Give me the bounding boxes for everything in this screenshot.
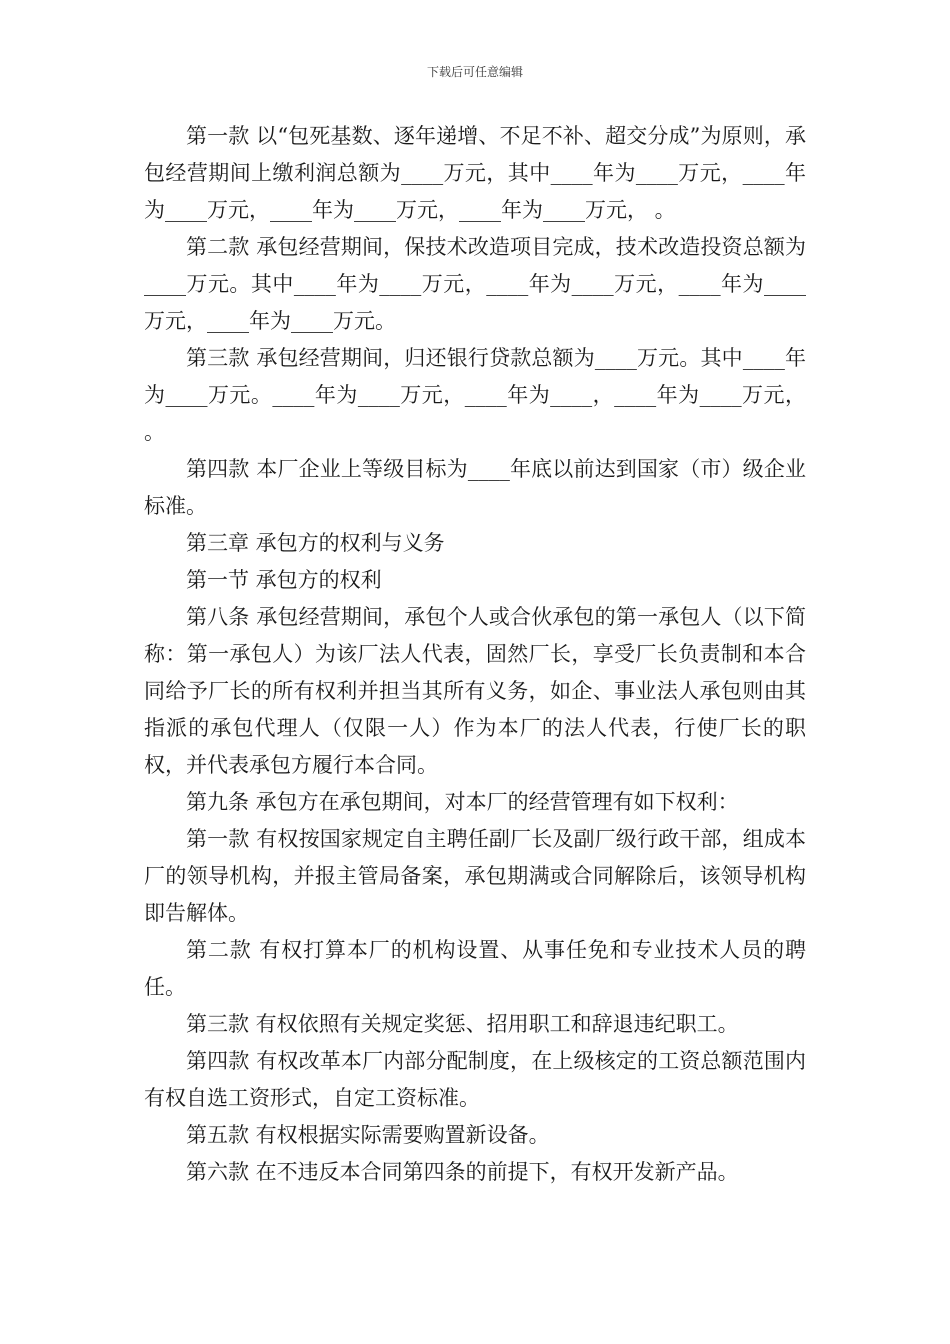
paragraph-right-2: 第二款 有权打算本厂的机构设置、从事任免和专业技术人员的聘任。 — [144, 938, 806, 999]
section-heading: 第一节 承包方的权利 — [186, 568, 382, 592]
document-body — [144, 118, 806, 1191]
paragraph-clause-2-tech-investment: 第二款 承包经营期间，保技术改造项目完成，技术改造投资总额为____万元。其中____年为____万元，____年为____万元，____年为____万元，____年为____万元。 — [144, 235, 806, 333]
paragraph-right-6: 第六款 在不违反本合同第四条的前提下，有权开发新产品。 — [186, 1160, 739, 1184]
paragraph-article-8: 第八条 承包经营期间，承包个人或合伙承包的第一承包人（以下简称：第一承包人）为该厂法人代表，固然厂长，享受厂长负责制和本合同给予厂长的所有权利并担当其所有义务，如企、事业法人承包则由其指派的承包代理人（仅限一人）作为本厂的法人代表，行使厂长的职权，并代表承包方履行本合同。 — [144, 605, 806, 777]
paragraph-right-5: 第五款 有权根据实际需要购置新设备。 — [186, 1123, 550, 1147]
chapter-heading: 第三章 承包方的权利与义务 — [186, 531, 445, 555]
paragraph-right-4: 第四款 有权改革本厂内部分配制度，在上级核定的工资总额范围内有权自选工资形式，自定工资标准。 — [144, 1049, 806, 1110]
paragraph-clause-1-profit: 第一款 以“包死基数、逐年递增、不足不补、超交分成”为原则，承包经营期间上缴利润总额为____万元，其中____年为____万元，____年为____万元，____年为____万元，____年为____万元， 。 — [144, 124, 806, 222]
paragraph-right-1: 第一款 有权按国家规定自主聘任副厂长及副厂级行政干部，组成本厂的领导机构，并报主管局备案，承包期满或合同解除后，该领导机构即告解体。 — [144, 827, 806, 925]
paragraph-right-3: 第三款 有权依照有关规定奖惩、招用职工和辞退违纪职工。 — [186, 1012, 739, 1036]
paragraph-clause-4-enterprise-grade: 第四款 本厂企业上等级目标为____年底以前达到国家（市）级企业标准。 — [144, 457, 806, 518]
paragraph-article-9: 第九条 承包方在承包期间，对本厂的经营管理有如下权利： — [186, 790, 739, 814]
paragraph-clause-3-loan-repayment: 第三款 承包经营期间，归还银行贷款总额为____万元。其中____年为____万元。____年为____万元，____年为____，____年为____万元， 。 — [144, 346, 806, 444]
page-header-note: 下载后可任意编辑 — [426, 65, 523, 79]
